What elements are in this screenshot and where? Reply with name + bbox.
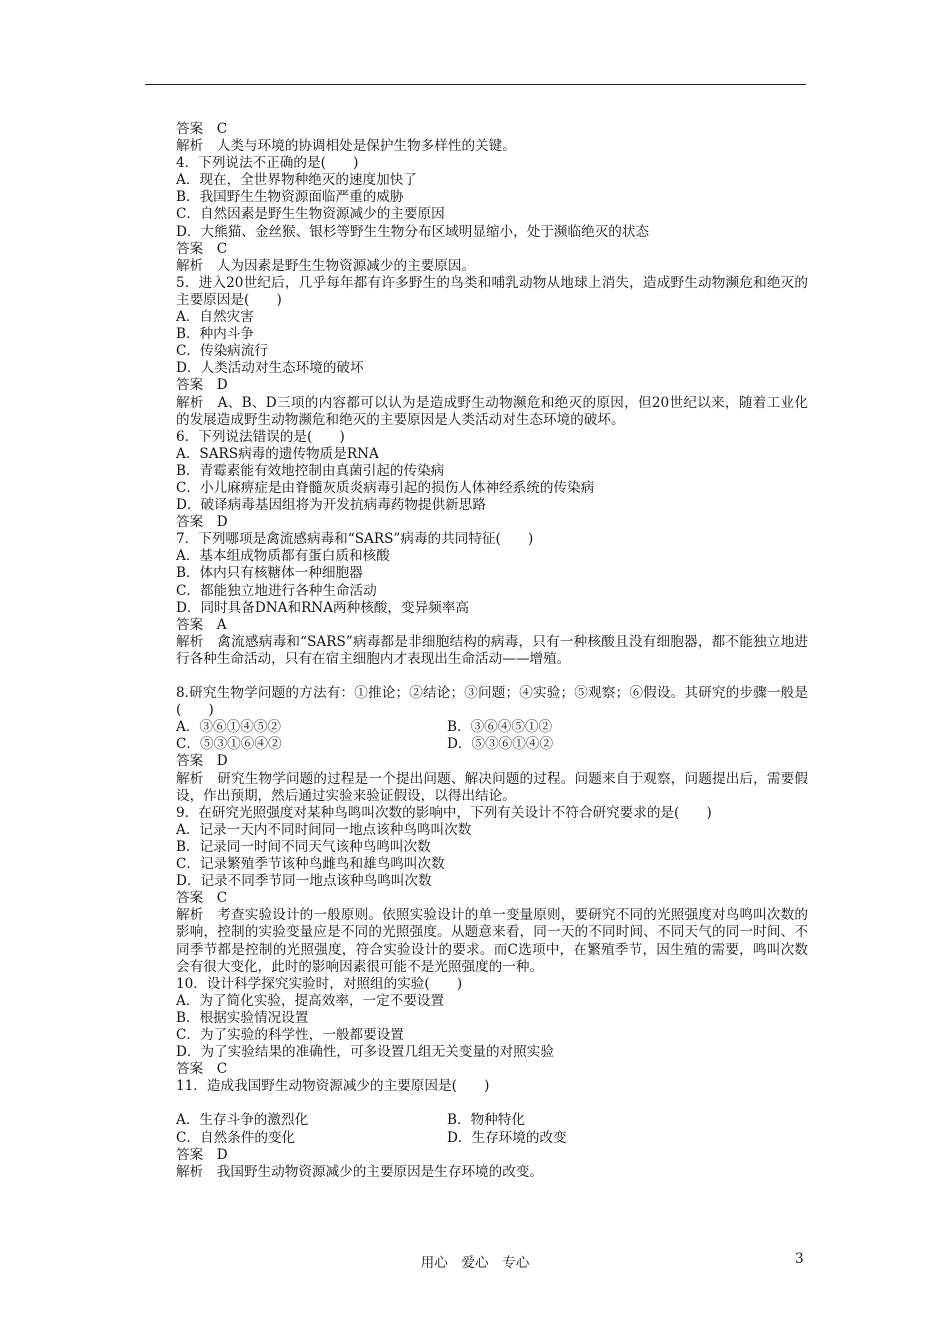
option-right: B．③⑥④⑤①② — [447, 719, 553, 736]
text-line: A．基本组成物质都有蛋白质和核酸 — [176, 548, 390, 565]
text-line: C．为了实验的科学性，一般都要设置 — [176, 1026, 404, 1043]
option-right: D．⑤③⑥①④② — [447, 736, 554, 753]
text-paragraph: 9．在研究光照强度对某种鸟鸣叫次数的影响中，下列有关设计不符合研究要求的是( ) — [176, 804, 712, 821]
text-line: C．记录繁殖季节该种鸟雌鸟和雄鸟鸣叫次数 — [176, 856, 445, 873]
text-line: C．自然因素是野生生物资源减少的主要原因 — [176, 206, 445, 223]
text-line: B．体内只有核糖体一种细胞器 — [176, 565, 363, 582]
option-right: D．生存环境的改变 — [447, 1129, 567, 1146]
text-line: A．现在，全世界物种绝灭的速度加快了 — [176, 172, 417, 189]
text-line: D．同时具备DNA和RNA两种核酸，变异频率高 — [176, 599, 469, 616]
option-right: B．物种特化 — [447, 1112, 525, 1129]
text-line: C．传染病流行 — [176, 343, 268, 360]
text-paragraph: 5．进入20世纪后，几乎每年都有许多野生的鸟类和哺乳动物从地球上消失，造成野生动物濒危和绝灭的主要原因是( ) — [176, 274, 808, 308]
text-line: B．记录同一时间不同天气该种鸟鸣叫次数 — [176, 838, 431, 855]
text-paragraph: 解析 研究生物学问题的过程是一个提出问题、解决问题的过程。问题来自于观察，问题提出后，需要假设，作出预期，然后通过实验来验证假设，以得出结论。 — [176, 770, 808, 804]
text-line: 解析 人类与环境的协调相处是保护生物多样性的关键。 — [176, 138, 516, 155]
text-line: 答案 D — [176, 377, 228, 394]
option-left: A．生存斗争的激烈化 — [176, 1112, 309, 1129]
text-paragraph: 解析 考查实验设计的一般原则。依照实验设计的单一变量原则，要研究不同的光照强度对鸟鸣叫次数的影响，控制的实验变量应是不同的光照强度。从题意来看，同一天的不同时间、不同天气的同一时间、不同季节都是控制的光照强度，符合实验设计的要求。而C选项中，在繁殖季节，因生殖的需要，鸣叫次数会有很大变化，此时的影响因素很可能不是光照强度的一种。 — [176, 907, 808, 975]
text-line: 答案 A — [176, 616, 227, 633]
text-line: B．我国野生生物资源面临严重的威胁 — [176, 189, 404, 206]
option-row — [176, 1112, 808, 1129]
text-line: 11．造成我国野生动物资源减少的主要原因是( ) — [176, 1078, 490, 1095]
text-line: 答案 C — [176, 121, 228, 137]
text-paragraph: 解析 A、B、D三项的内容都可以认为是造成野生动物濒危和绝灭的原因，但20世纪以来，随着工业化的发展造成野生动物濒危和绝灭的主要原因是人类活动对生态环境的破坏。 — [176, 394, 808, 428]
document-body — [176, 121, 808, 1181]
blank-line — [176, 668, 808, 685]
page-number: 3 — [795, 1251, 804, 1267]
text-line: D．人类活动对生态环境的破坏 — [176, 360, 364, 377]
text-line: A．自然灾害 — [176, 309, 254, 326]
text-line: 答案 D — [176, 514, 228, 531]
text-line: C．都能独立地进行各种生命活动 — [176, 582, 377, 599]
option-left: A．③⑥①④⑤② — [176, 719, 281, 736]
text-line: 答案 C — [176, 240, 228, 257]
text-line: 答案 C — [176, 1061, 228, 1078]
text-line: D．为了实验结果的准确性，可多设置几组无关变量的对照实验 — [176, 1044, 554, 1061]
text-line: A．记录一天内不同时间同一地点该种鸟鸣叫次数 — [176, 821, 472, 838]
text-line: B．青霉素能有效地控制由真菌引起的传染病 — [176, 462, 445, 479]
text-line: B．种内斗争 — [176, 326, 254, 343]
text-line: 4．下列说法不正确的是( ) — [176, 155, 359, 172]
footer-slogan: 用心 爱心 专心 — [420, 1255, 530, 1271]
text-line: 6．下列说法错误的是( ) — [176, 428, 345, 445]
text-line: D．大熊猫、金丝猴、银杉等野生生物分布区域明显缩小，处于濒临绝灭的状态 — [176, 223, 650, 240]
text-paragraph: 8.研究生物学问题的方法有：①推论；②结论；③问题；④实验；⑤观察；⑥假设。其研究的步骤一般是( ) — [176, 685, 808, 719]
text-line: D．记录不同季节同一地点该种鸟鸣叫次数 — [176, 873, 432, 890]
text-line: 答案 C — [176, 890, 228, 907]
text-line: C．小儿麻痹症是由脊髓灰质炎病毒引起的损伤人体神经系统的传染病 — [176, 479, 595, 496]
option-left: C．自然条件的变化 — [176, 1129, 296, 1146]
option-row — [176, 719, 808, 736]
header-rule — [145, 84, 806, 85]
text-line: 答案 D — [176, 1146, 228, 1163]
text-line: A．SARS病毒的遗传物质是RNA — [176, 445, 379, 462]
blank-line — [176, 1095, 808, 1112]
text-paragraph: 解析 禽流感病毒和“SARS”病毒都是非细胞结构的病毒，只有一种核酸且没有细胞器，都不能独立地进行各种生命活动，只有在宿主细胞内才表现出生命活动——增殖。 — [176, 633, 808, 667]
text-line: 10．设计科学探究实验时，对照组的实验( ) — [176, 975, 463, 992]
text-line: 7．下列哪项是禽流感病毒和“SARS”病毒的共同特征( ) — [176, 531, 534, 548]
text-line: 解析 我国野生动物资源减少的主要原因是生存环境的改变。 — [176, 1163, 544, 1180]
text-line: B．根据实验情况设置 — [176, 1009, 309, 1026]
text-line: A．为了简化实验，提高效率，一定不要设置 — [176, 992, 445, 1009]
option-row — [176, 1130, 808, 1147]
text-line: 答案 D — [176, 753, 228, 770]
option-row — [176, 736, 808, 753]
text-line: D．破译病毒基因组将为开发抗病毒药物提供新思路 — [176, 497, 486, 514]
text-line: 解析 人为因素是野生生物资源减少的主要原因。 — [176, 257, 476, 274]
option-left: C．⑤③①⑥④② — [176, 736, 282, 753]
